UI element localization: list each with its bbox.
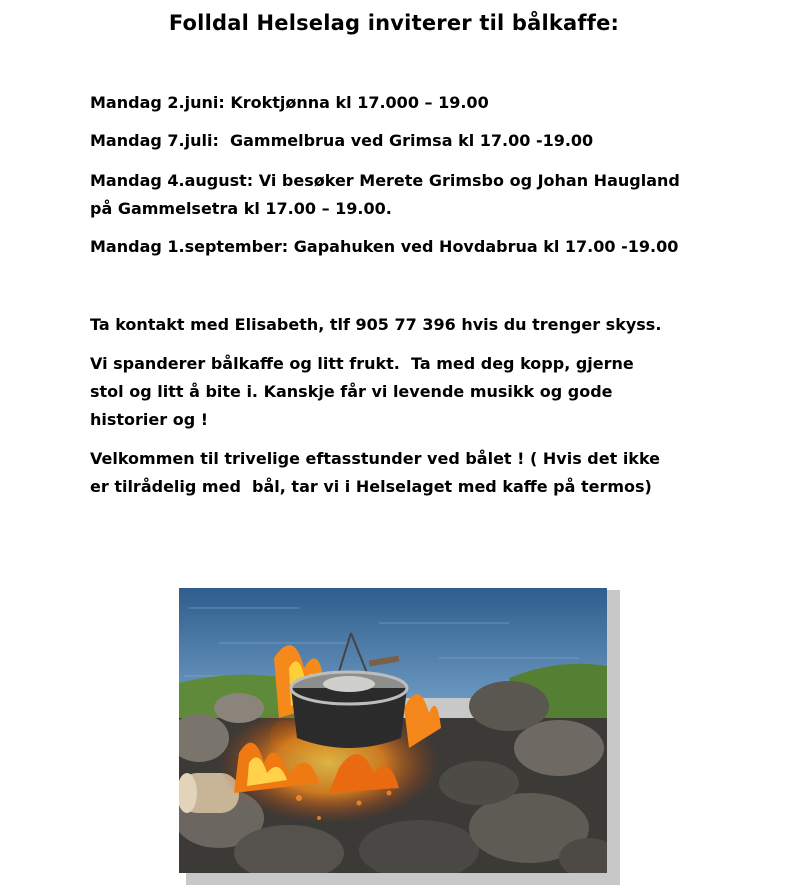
page-title: Folldal Helselag inviterer til bålkaffe:	[168, 11, 620, 35]
schedule-item-july: Mandag 7.juli: Gammelbrua ved Grimsa kl 17.00 -19.00	[90, 131, 594, 150]
schedule-item-june: Mandag 2.juni: Kroktjønna kl 17.000 – 19.00	[90, 93, 489, 112]
schedule-item-august: Mandag 4.august: Vi besøker Merete Grimsbo og Johan Haugland på Gammelsetra kl 17.00 – 19.00.	[90, 171, 680, 218]
campfire-illustration	[179, 588, 607, 873]
contact-paragraph: Ta kontakt med Elisabeth, tlf 905 77 396 hvis du trenger skyss.	[90, 315, 662, 334]
schedule-item-september: Mandag 1.september: Gapahuken ved Hovdabrua kl 17.00 -19.00	[90, 237, 679, 256]
campfire-photo	[179, 588, 607, 873]
offer-paragraph: Vi spanderer bålkaffe og litt frukt. Ta med deg kopp, gjerne stol og litt å bite i. Kanskje får vi levende musikk og gode historier og !	[90, 354, 634, 429]
welcome-paragraph: Velkommen til trivelige eftasstunder ved bålet ! ( Hvis det ikke er tilrådelig med bål, tar vi i Helselaget med kaffe på termos)	[90, 449, 661, 496]
